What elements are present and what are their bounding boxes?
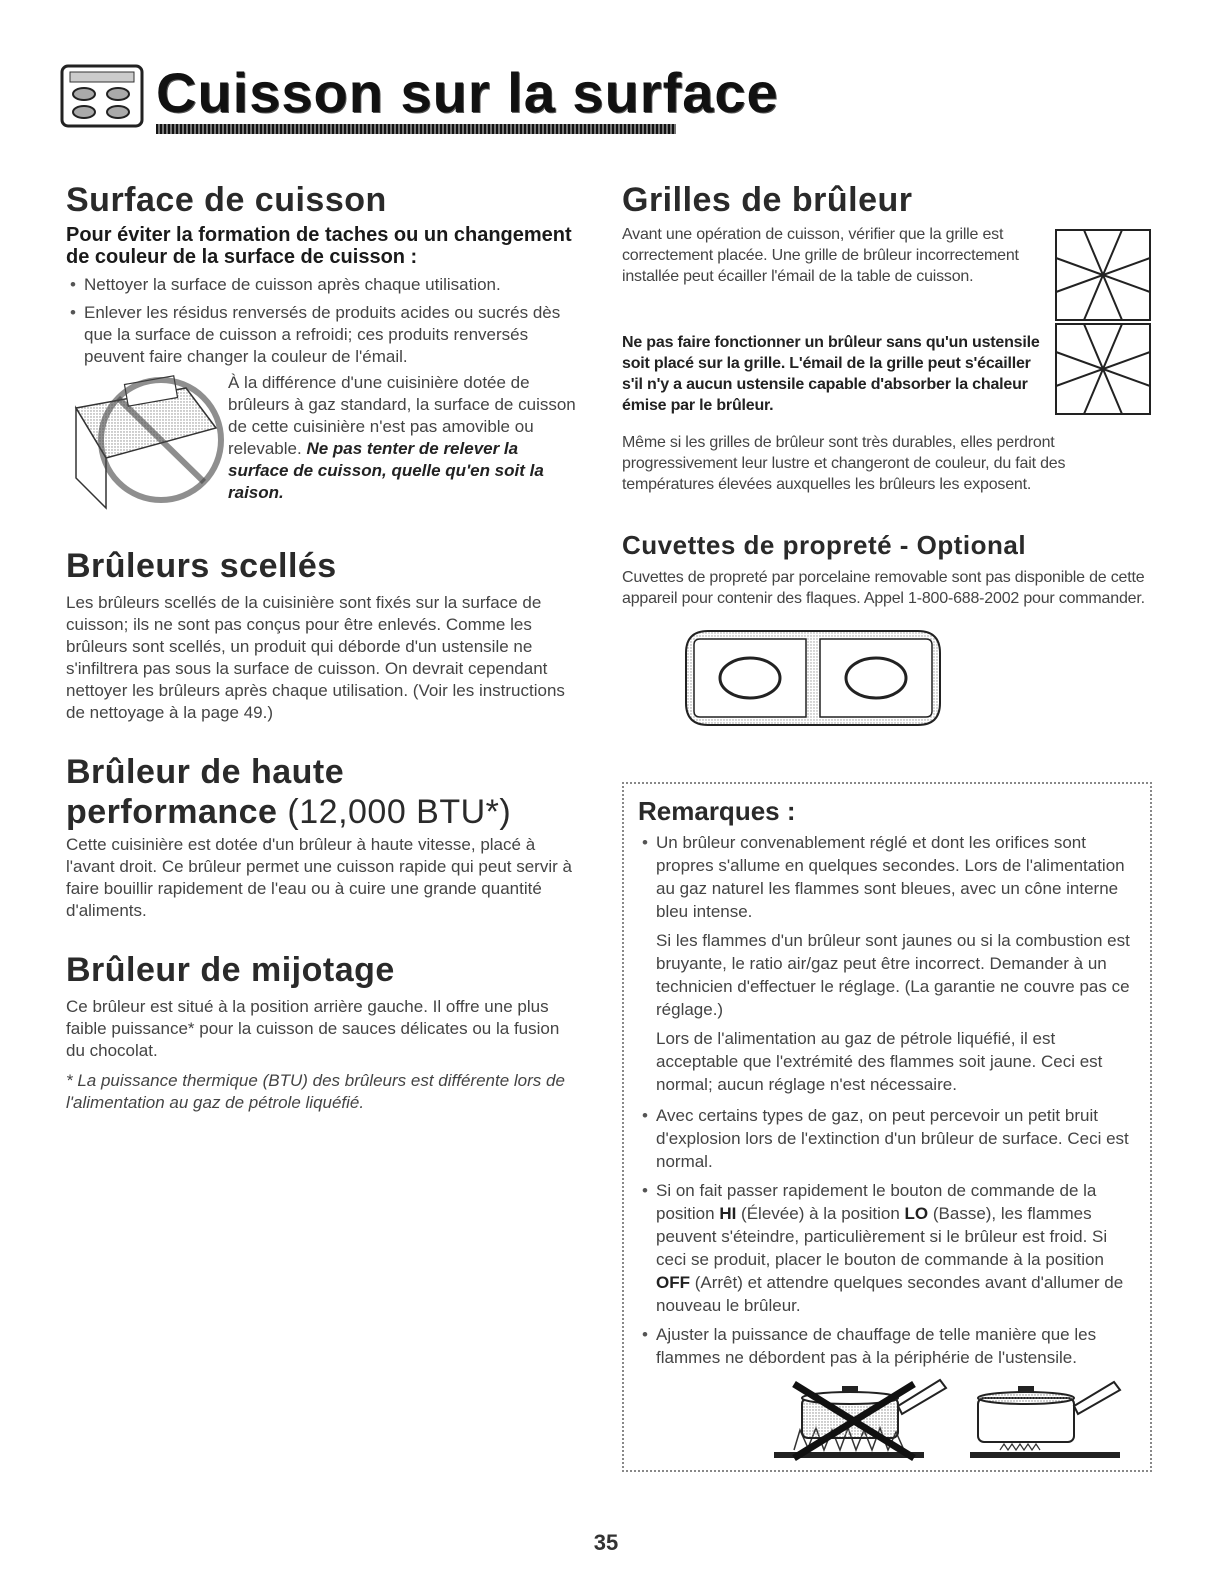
no-lift-illustration — [66, 368, 226, 518]
sealed-para: Les brûleurs scellés de la cuisinière sont fixés sur la surface de cuisson; ils ne sont pas conçus pour être enlevés. Comme les brûleurs sont scellés, un produit qui déborde d'un ustensile ne s'infiltrera pas sous la surface de cuisson. On devrait cependant nettoyer les brûleurs après chaque utilisation. (Voir les instructions de nettoyage à la page 49.) — [66, 593, 565, 722]
grates-para3: Même si les grilles de brûleur sont très durables, elles perdront progressivement leur lustre et changeront de couleur, du fait des températures élevées auxquelles les brûleurs les exposent. — [622, 434, 1066, 493]
cooktop-icon — [60, 64, 144, 128]
notes-b3-hi: HI — [719, 1204, 737, 1223]
right-column — [622, 180, 1152, 733]
high-title-word: performance — [66, 793, 278, 831]
notes-b3-a: Si on fait passer rapidement le bouton de commande de la position — [656, 1181, 1097, 1223]
page-header — [60, 60, 779, 140]
left-column — [66, 180, 576, 1114]
list-item: • Enlever les résidus renversés de produits acides ou sucrés dès que la surface de cuisson a refroidi; ces produits renversés peuvent faire changer la couleur de l'émail. — [66, 302, 576, 368]
surface-para — [228, 372, 576, 504]
surface-title: Surface de cuisson — [66, 181, 387, 219]
list-item: • Avec certains types de gaz, on peut percevoir un petit bruit d'explosion lors de l'extinction d'un brûleur de surface. Ceci est normal. — [638, 1104, 1136, 1173]
drip-title: Cuvettes de propreté - Optional — [622, 530, 1027, 560]
page-title: Cuisson sur la surface — [156, 61, 779, 124]
surface-list — [66, 274, 576, 368]
notes-b1: Un brûleur convenablement réglé et dont les orifices sont propres s'allume en quelques secondes. Lors de l'alimentation au gaz naturel les flammes sont bleues, avec un cône interne bleu intense. — [656, 833, 1125, 921]
drip-pan-illustration — [678, 623, 948, 733]
grates-warning: Ne pas faire fonctionner un brûleur sans qu'un ustensile soit placé sur la grille. L'émail de la grille peut s'écailler s'il n'y a aucun ustensile capable d'absorber la chaleur émise par le brûleur. — [622, 334, 1040, 414]
simmer-title: Brûleur de mijotage — [66, 951, 395, 989]
high-para: Cette cuisinière est dotée d'un brûleur à haute vitesse, placé à l'avant droit. Ce brûleur permet une cuisson rapide qui peut servir à faire bouillir rapidement de l'eau ou à cuire une grande quantité d'aliments. — [66, 835, 572, 920]
simmer-para: Ce brûleur est situé à la position arrière gauche. Il offre une plus faible puissance* pour la cuisson de sauces délicates ou la fusion du chocolat. — [66, 997, 560, 1060]
notes-list-2 — [638, 1104, 1136, 1369]
grates-para1: Avant une opération de cuisson, vérifier que la grille est correctement placée. Une grille de brûleur incorrectement installée peut écailler l'émail de la table de cuisson. — [622, 226, 1019, 285]
list-item — [638, 1179, 1136, 1317]
list-item: • Nettoyer la surface de cuisson après chaque utilisation. — [66, 274, 576, 296]
page-number: 35 — [593, 1530, 619, 1555]
burner-grate-illustration — [1054, 228, 1152, 418]
simmer-note: * La puissance thermique (BTU) des brûleurs est différente lors de l'alimentation au gaz de pétrole liquéfié. — [66, 1071, 565, 1112]
sealed-title: Brûleurs scellés — [66, 547, 337, 585]
list-item — [638, 831, 1136, 923]
notes-b1-para3: Lors de l'alimentation au gaz de pétrole liquéfié, il est acceptable que l'extrémité des flammes soit jaune. Ceci est normal; aucun réglage n'est nécessaire. — [656, 1029, 1103, 1094]
pan-flame-illustration — [764, 1370, 1124, 1462]
notes-b3-c: (Basse), les flammes peuvent s'éteindre, particulièrement si le brûleur est froid. Si ceci se produit, placer le bouton de commande à la position — [656, 1204, 1108, 1269]
grates-block — [622, 224, 1152, 428]
high-title — [66, 752, 576, 832]
list-item: • Ajuster la puissance de chauffage de telle manière que les flammes ne débordent pas à la périphérie de l'ustensile. — [638, 1323, 1136, 1369]
notes-b3-lo: LO — [904, 1204, 929, 1223]
notes-b3-d: (Arrêt) et attendre quelques secondes avant d'allumer de nouveau le brûleur. — [656, 1273, 1124, 1315]
notes-list — [638, 831, 1136, 923]
notes-title: Remarques : — [638, 796, 796, 826]
header-rule — [156, 124, 676, 134]
surface-figure-block — [66, 368, 576, 524]
drip-para: Cuvettes de propreté par porcelaine removable sont pas disponible de cette appareil pour contenir des flaques. Appel 1-800-688-2002 pour commander. — [622, 569, 1145, 607]
surface-subhead: Pour éviter la formation de taches ou un changement de couleur de la surface de cuisson : — [66, 224, 572, 268]
high-title-btu: (12,000 BTU*) — [287, 793, 512, 831]
notes-b1-para2: Si les flammes d'un brûleur sont jaunes ou si la combustion est bruyante, le ratio air/gaz peut être incorrect. Demander à un technicien d'effectuer le réglage. (La garantie ne couvre pas ce réglage.) — [656, 931, 1130, 1019]
high-title-line1: Brûleur de haute — [66, 753, 345, 791]
surface-para-text: À la différence d'une cuisinière dotée de brûleurs à gaz standard, la surface de cuisson de cette cuisinière n'est pas amovible ou relevable. — [228, 373, 576, 458]
surface-warning: Ne pas tenter de relever la surface de cuisson, quelle qu'en soit la raison. — [228, 439, 544, 502]
high-title-line2 — [66, 792, 576, 832]
notes-b3-off: OFF — [656, 1273, 690, 1292]
grates-title: Grilles de brûleur — [622, 181, 913, 219]
notes-box — [622, 782, 1152, 1472]
notes-b3-b: (Élevée) à la position — [736, 1204, 905, 1223]
